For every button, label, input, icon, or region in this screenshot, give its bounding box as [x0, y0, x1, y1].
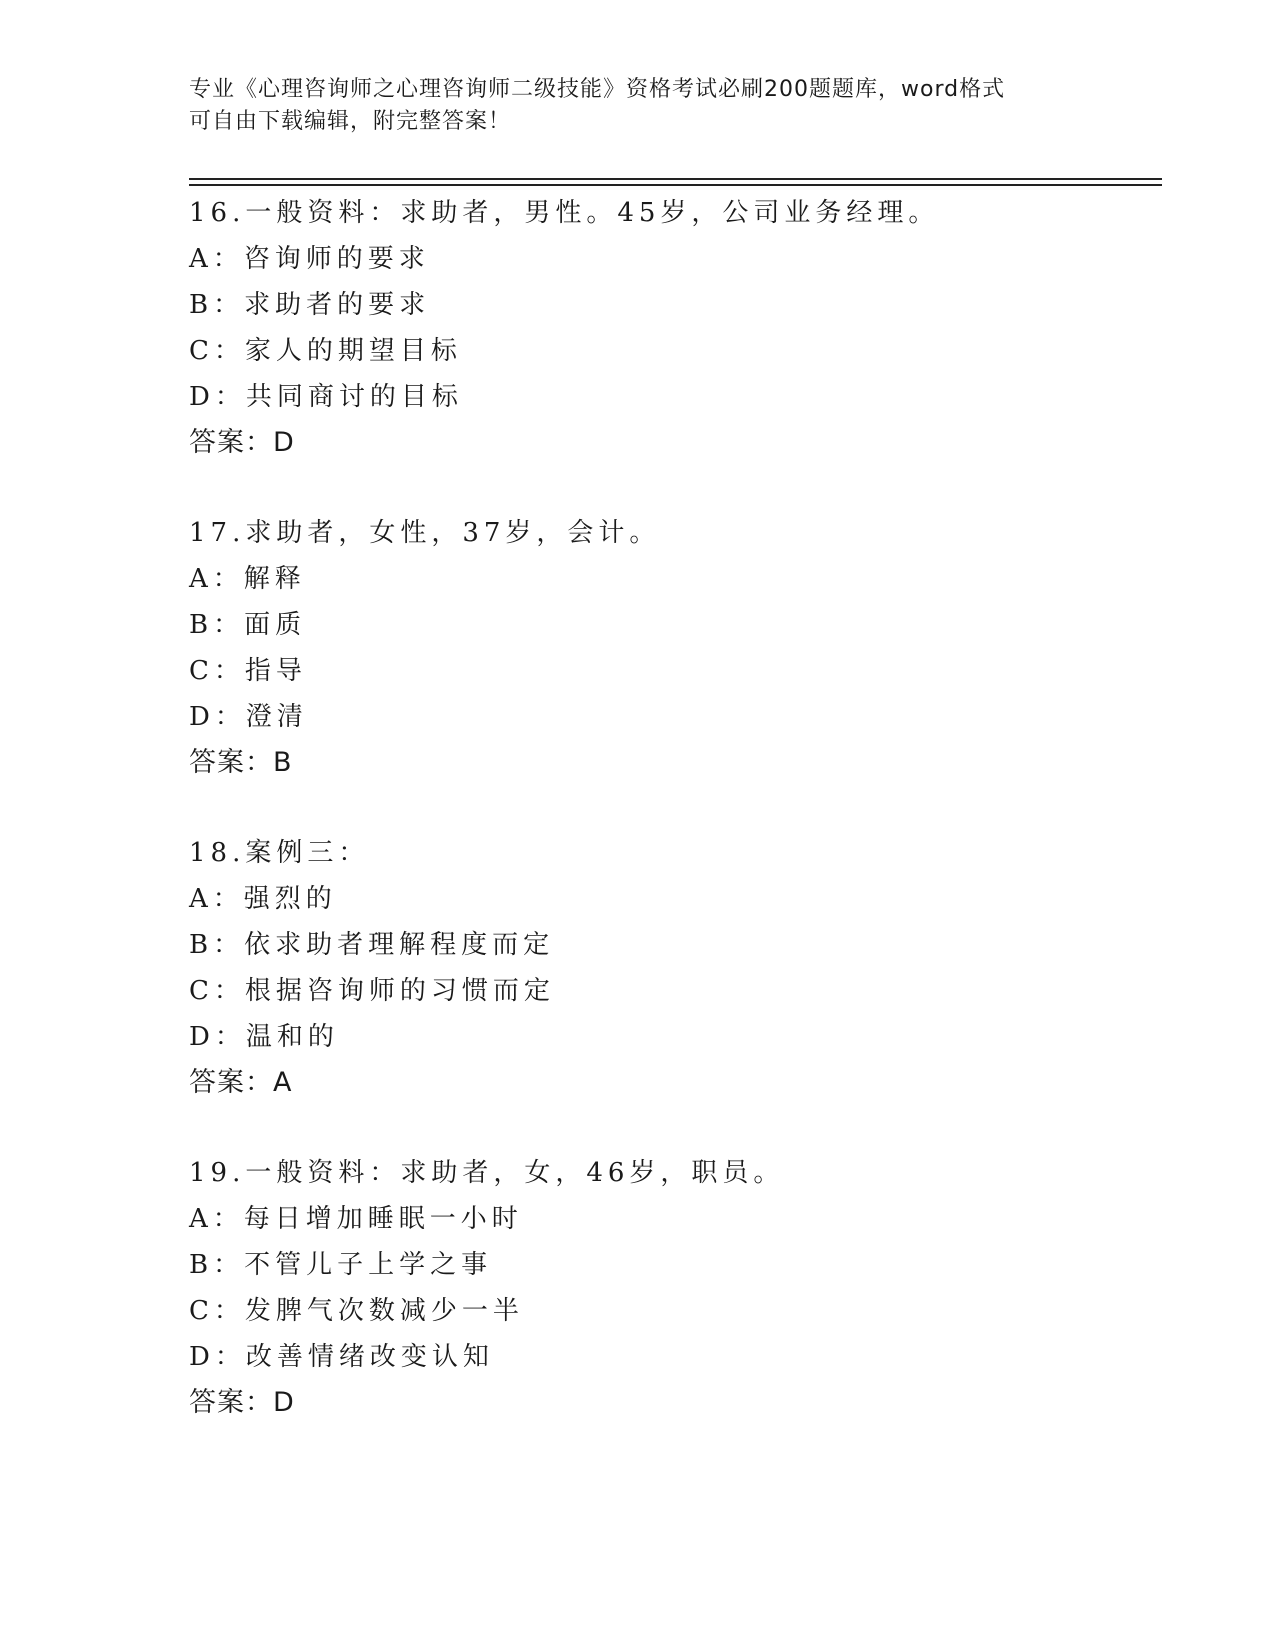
option-c: C：根据咨询师的习惯而定: [189, 976, 555, 1006]
option-c: C：家人的期望目标: [189, 336, 462, 366]
question-stem: 18.案例三：: [189, 838, 370, 868]
option-a: A：每日增加睡眠一小时: [189, 1204, 523, 1234]
answer-label: 答案：A: [189, 1067, 293, 1098]
answer-label: 答案：B: [189, 747, 293, 778]
option-a: A：咨询师的要求: [189, 244, 430, 274]
question-19: [189, 1150, 1169, 1426]
option-a: A：强烈的: [189, 884, 337, 914]
option-d: D：改善情绪改变认知: [189, 1342, 494, 1372]
option-b: B：不管儿子上学之事: [189, 1250, 493, 1280]
option-c: C：指导: [189, 656, 307, 686]
question-18: [189, 830, 1169, 1106]
option-b: B：依求助者理解程度而定: [189, 930, 555, 960]
document-header: [189, 74, 1089, 138]
question-stem: 16.一般资料：求助者，男性。45岁，公司业务经理。: [189, 198, 940, 228]
header-divider-bottom: [189, 184, 1162, 186]
option-d: D：温和的: [189, 1022, 339, 1052]
answer-label: 答案：D: [189, 1387, 295, 1418]
option-d: D：澄清: [189, 702, 308, 732]
option-d: D：共同商讨的目标: [189, 382, 463, 412]
question-stem: 19.一般资料：求助者，女，46岁，职员。: [189, 1158, 785, 1188]
option-a: A：解释: [189, 564, 306, 594]
question-17: [189, 510, 1169, 786]
header-line-1: 专业《心理咨询师之心理咨询师二级技能》资格考试必刷200题题库，word格式: [189, 77, 1006, 102]
header-line-2: 可自由下载编辑，附完整答案！: [189, 109, 512, 134]
option-b: B：求助者的要求: [189, 290, 431, 320]
question-stem: 17.求助者，女性，37岁，会计。: [189, 518, 661, 548]
header-divider-top: [189, 178, 1162, 180]
answer-label: 答案：D: [189, 427, 295, 458]
option-c: C：发脾气次数减少一半: [189, 1296, 524, 1326]
option-b: B：面质: [189, 610, 307, 640]
question-16: [189, 190, 1169, 466]
